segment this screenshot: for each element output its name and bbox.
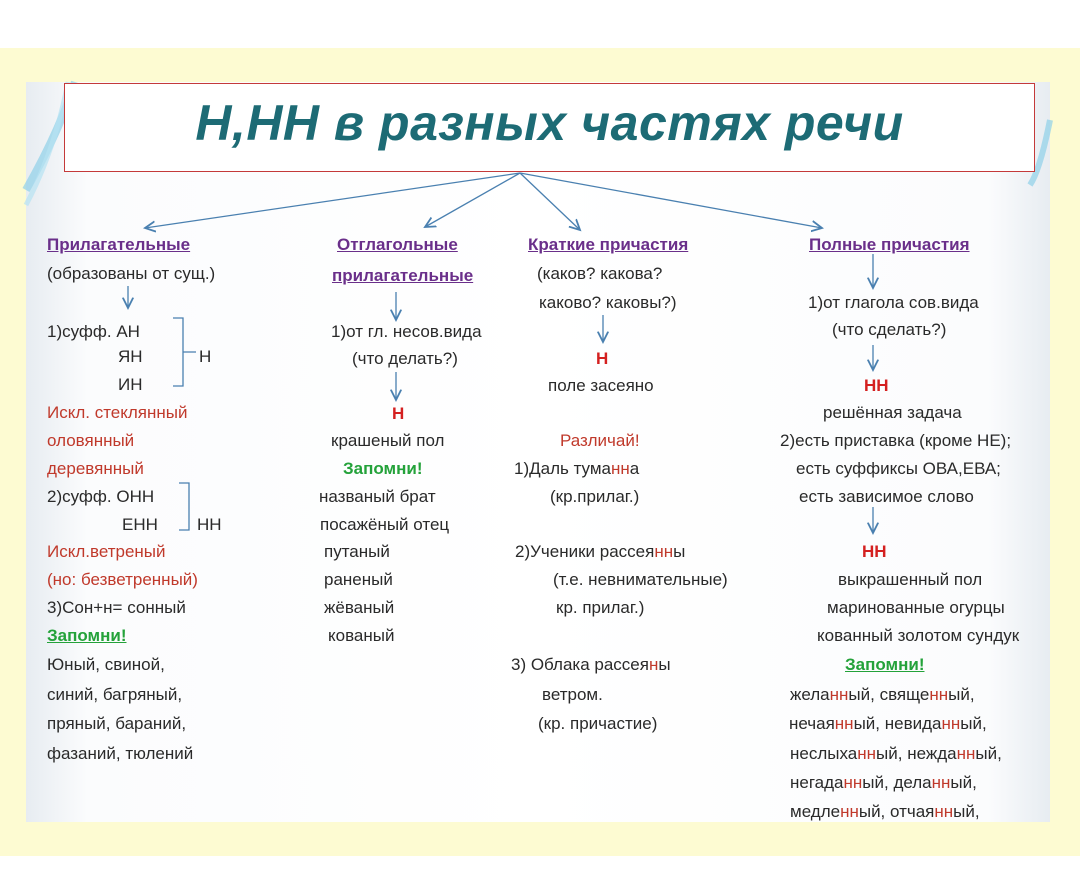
- col4-line: выкрашенный пол: [838, 570, 983, 589]
- col1-line: (образованы от сущ.): [47, 264, 216, 283]
- bracket-an-yan-in: [173, 318, 196, 386]
- col4-word-line: негаданный, деланный,: [790, 773, 977, 792]
- col1-line: ИН: [118, 375, 143, 394]
- col1-line: 2)суфф. ОНН: [47, 487, 155, 506]
- col1-line: ЯН: [118, 347, 143, 366]
- col4-remember: Запомни!: [845, 655, 925, 674]
- col4-line: (что сделать?): [832, 320, 947, 339]
- col2-line: жёваный: [324, 598, 395, 617]
- col2-line: (что делать?): [352, 349, 458, 368]
- col4-letters: НН: [862, 542, 887, 561]
- col2-line: кованый: [328, 626, 395, 645]
- col4-word-line: неслыханный, нежданный,: [790, 744, 1002, 763]
- arrow-to-col4: [520, 173, 822, 228]
- col2-line: путаный: [324, 542, 390, 561]
- col4-line: есть суффиксы ОВА,ЕВА;: [796, 459, 1001, 478]
- col2-header: Отглагольные: [337, 235, 458, 254]
- col3-line: (кр. причастие): [538, 714, 658, 733]
- col3-line: (каков? какова?: [537, 264, 663, 283]
- col2-line: названый брат: [319, 487, 436, 506]
- col3-line: ветром.: [542, 685, 603, 704]
- col2-header: прилагательные: [332, 266, 474, 285]
- col4-word-line: медленный, отчаянный,: [790, 802, 980, 821]
- col4-letters: НН: [864, 376, 889, 395]
- col1-exception: Искл. стеклянный: [47, 403, 188, 422]
- col2-remember: Запомни!: [343, 459, 423, 478]
- col1-line: 3)Сон+н= сонный: [47, 598, 186, 617]
- col3-line: (т.е. невнимательные): [553, 570, 728, 589]
- col3-line: 3) Облака рассеяны: [511, 655, 671, 674]
- col3-line: каково? каковы?): [539, 293, 677, 312]
- col2-line: 1)от гл. несов.вида: [331, 322, 482, 341]
- col1-line: Н: [199, 347, 212, 366]
- col1-exception: (но: безветренный): [47, 570, 198, 589]
- col1-exception: деревянный: [47, 459, 144, 478]
- col1-line: ЕНН: [122, 515, 158, 534]
- bracket-onn-enn: [179, 483, 189, 530]
- arrow-to-col2: [425, 173, 520, 227]
- col3-line: 1)Даль туманна: [514, 459, 640, 478]
- col3-line: поле засеяно: [548, 376, 654, 395]
- col4-line: маринованные огурцы: [827, 598, 1005, 617]
- col1-line: пряный, бараний,: [47, 714, 187, 733]
- col3-line: (кр.прилаг.): [550, 487, 640, 506]
- col2-line: крашеный пол: [331, 431, 445, 450]
- col3-line: 2)Ученики рассеянны: [515, 542, 686, 561]
- page-title: Н,НН в разных частях речи: [195, 95, 904, 151]
- col2-line: раненый: [324, 570, 393, 589]
- col3-letter: Н: [596, 349, 609, 368]
- col4-line: 1)от глагола сов.вида: [808, 293, 979, 312]
- col1-header: Прилагательные: [47, 235, 191, 254]
- col4-line: есть зависимое слово: [799, 487, 974, 506]
- arrow-to-col3: [520, 173, 580, 230]
- col2-letter: Н: [392, 404, 405, 423]
- col4-word-line: желанный, священный,: [790, 685, 975, 704]
- col1-line: НН: [197, 515, 222, 534]
- col4-line: кованный золотом сундук: [817, 626, 1020, 645]
- col1-line: фазаний, тюлений: [47, 744, 194, 763]
- col1-line: 1)суфф. АН: [47, 322, 140, 341]
- col2-line: посажёный отец: [320, 515, 450, 534]
- col3-line: кр. прилаг.): [556, 598, 645, 617]
- col4-line: решённая задача: [823, 403, 962, 422]
- col1-exception: Искл.ветреный: [47, 542, 166, 561]
- col1-remember: Запомни!: [47, 626, 127, 645]
- col1-line: синий, багряный,: [47, 685, 183, 704]
- col3-header: Краткие причастия: [528, 235, 689, 254]
- col4-header: Полные причастия: [809, 235, 970, 254]
- col3-distinguish: Различай!: [560, 431, 640, 450]
- col1-line: Юный, свиной,: [47, 655, 165, 674]
- col4-word-line: нечаянный, невиданный,: [789, 714, 987, 733]
- arrow-to-col1: [145, 173, 520, 228]
- col4-line: 2)есть приставка (кроме НЕ);: [780, 431, 1012, 450]
- col1-exception: оловянный: [47, 431, 135, 450]
